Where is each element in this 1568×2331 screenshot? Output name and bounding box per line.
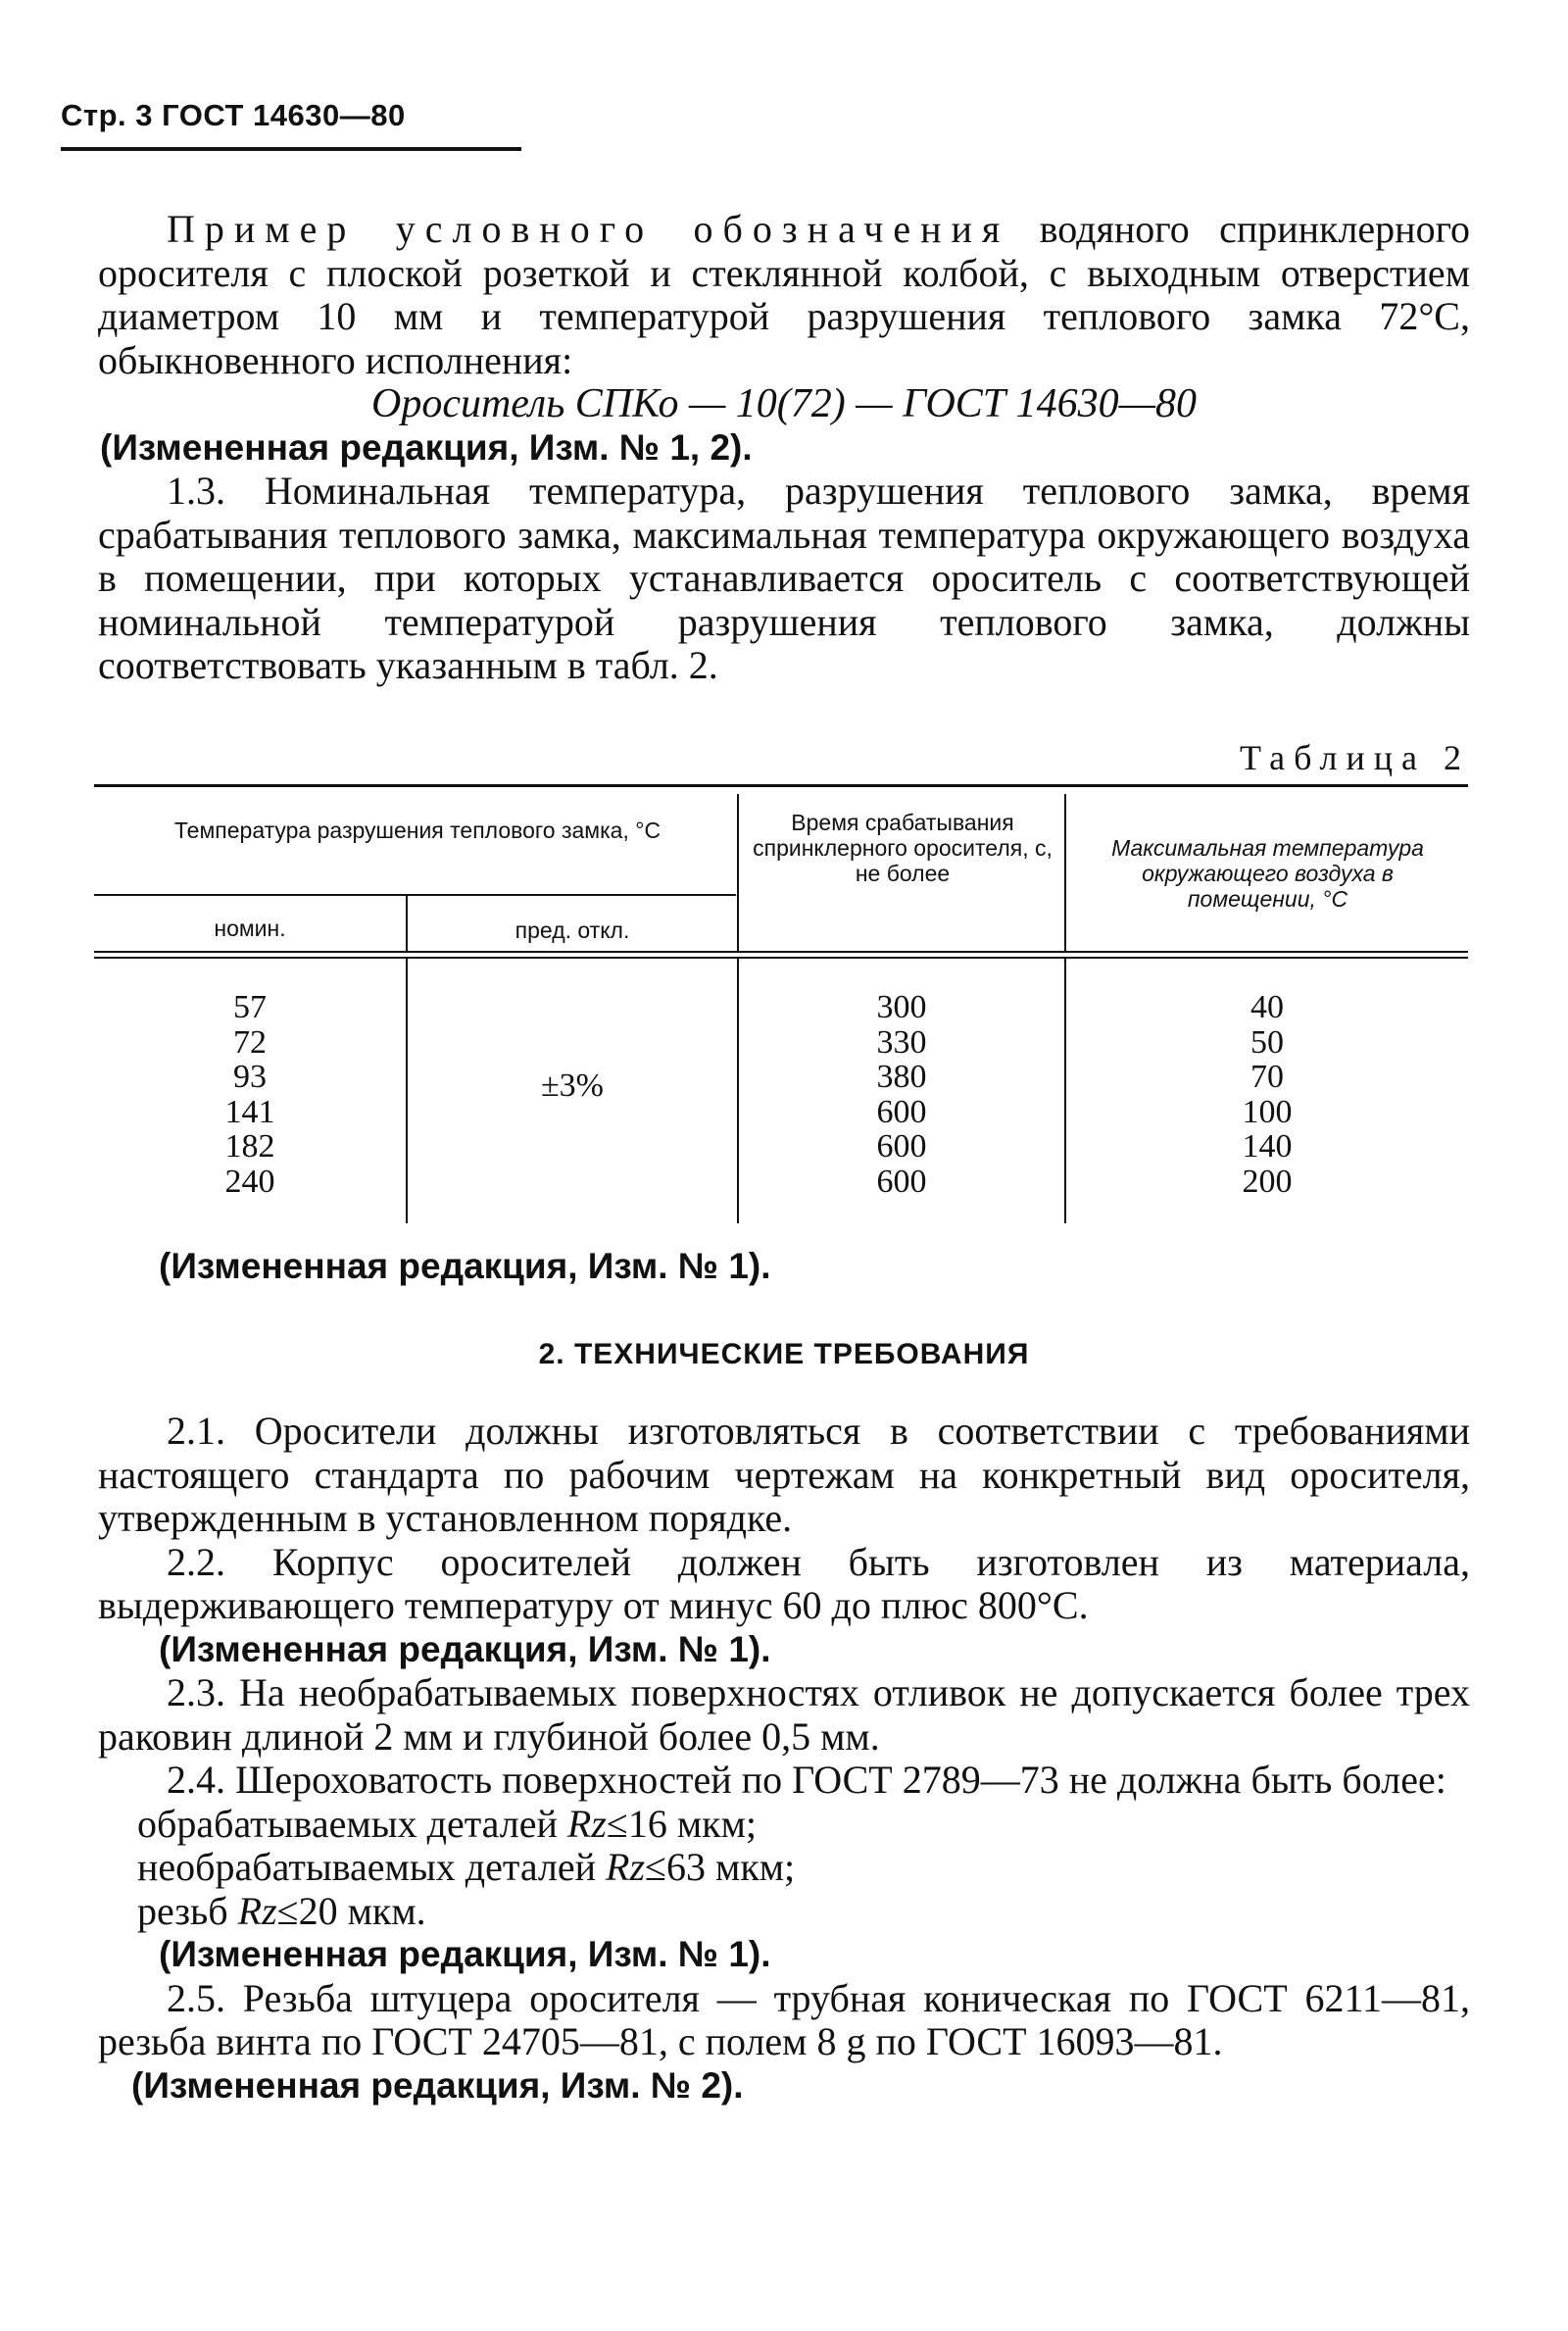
header-rule <box>61 147 521 151</box>
intro-rest: водяного спринклерного оросителя с плоской розеткой и стеклянной колбой, с выходным отверстием диаметром 10 мм и температурой разрушения теплового замка 72°С, обыкновенного исполнения: <box>98 207 1470 382</box>
amendment-note-intro: (Измененная редакция, Изм. № 1, 2). <box>100 426 753 468</box>
table-amend-block <box>98 1245 1470 1289</box>
cell-max-temp: 70 <box>1250 1059 1284 1095</box>
cell-max-temp: 200 <box>1242 1163 1293 1200</box>
cell-time: 600 <box>876 1163 927 1200</box>
amendment-note-2-4: (Измененная редакция, Изм. № 1). <box>159 1934 771 1974</box>
header-divider-time <box>737 794 739 951</box>
clause-1-3: 1.3. Номинальная температура, разрушения теплового замка, время срабатывания теплового замка, максимальная температура окружающего воздуха в помещении, при которых устанавливается ороситель с соответствующей номинальной температурой разрушения теплового замка, должны соответствовать указанным в табл. 2. <box>98 469 1470 687</box>
clause-2-1: 2.1. Оросители должны изготовляться в соответствии с требованиями настоящего стандарта по рабочим чертежам на конкретный вид оросителя, утвержденным в установленном порядке. <box>98 1409 1470 1540</box>
time-column <box>739 990 1064 1199</box>
cell-time: 600 <box>876 1128 927 1165</box>
section-title: 2. ТЕХНИЧЕСКИЕ ТРЕБОВАНИЯ <box>538 1338 1030 1370</box>
cell-max-temp: 40 <box>1250 989 1284 1025</box>
cell-max-temp: 100 <box>1242 1093 1293 1130</box>
cell-time: 300 <box>876 989 927 1025</box>
clause-2-3: 2.3. На необрабатываемых поверхностях отливок не допускается более трех раковин длиной 2 мм и глубиной более 0,5 мм. <box>98 1670 1470 1759</box>
header-nominal: номин. <box>214 916 286 941</box>
max-temp-column <box>1066 990 1468 1199</box>
nominal-column <box>94 990 406 1199</box>
table-2 <box>94 784 1468 1225</box>
header-divider-maxtemp <box>1064 794 1066 951</box>
cell-tolerance: ±3% <box>541 1067 604 1104</box>
header-response-time: Время срабатывания спринклерного оросителя, с, не более <box>753 810 1053 886</box>
cell-time: 600 <box>876 1093 927 1130</box>
clause-2-2: 2.2. Корпус оросителей должен быть изготовлен из материала, выдерживающего температуру от минус 60 до плюс 800°С. <box>98 1539 1470 1627</box>
header-bottom-rule-1 <box>94 951 1468 953</box>
cell-nominal: 72 <box>233 1023 267 1061</box>
cell-nominal: 182 <box>224 1128 275 1165</box>
table-top-rule <box>94 784 1468 787</box>
roughness-item: обрабатываемых деталей Rz≤16 мкм; <box>137 1801 758 1846</box>
header-tolerance: пред. откл. <box>514 918 630 943</box>
page-header: Стр. 3 ГОСТ 14630—80 <box>61 98 406 132</box>
table-caption: Таблица 2 <box>1240 738 1470 777</box>
amendment-note-table: (Измененная редакция, Изм. № 1). <box>159 1246 771 1286</box>
cell-time: 380 <box>876 1059 927 1095</box>
cell-nominal: 240 <box>224 1163 275 1200</box>
intro-block <box>98 208 1470 688</box>
header-max-ambient: Максимальная температура окружающего воздуха в помещении, °С <box>1111 835 1424 912</box>
designation-formula: Ороситель СПКо — 10(72) — ГОСТ 14630—80 <box>370 381 1197 426</box>
intro-lead: Пример условного обозначения <box>167 207 1010 251</box>
roughness-item: резьб Rz≤20 мкм. <box>137 1888 426 1933</box>
header-split-rule <box>94 894 736 896</box>
amendment-note-2-2: (Измененная редакция, Изм. № 1). <box>159 1628 771 1669</box>
cell-nominal: 57 <box>233 989 267 1025</box>
cell-max-temp: 140 <box>1242 1128 1293 1165</box>
clause-2-5: 2.5. Резьба штуцера оросителя — трубная коническая по ГОСТ 6211—81, резьба винта по ГОСТ 24705—81, с полем 8 g по ГОСТ 16093—81. <box>98 1975 1470 2063</box>
cell-nominal: 141 <box>224 1093 275 1130</box>
header-group-temperature: Температура разрушения теплового замка, °С <box>173 818 662 843</box>
section-2-body <box>98 1410 1470 2108</box>
header-bottom-rule-2 <box>94 957 1468 959</box>
clause-2-4: 2.4. Шероховатость поверхностей по ГОСТ 2789—73 не должна быть более: <box>167 1758 1446 1802</box>
cell-time: 330 <box>876 1023 927 1061</box>
cell-max-temp: 50 <box>1250 1023 1284 1061</box>
roughness-item: необрабатываемых деталей Rz≤63 мкм; <box>137 1845 796 1889</box>
intro-paragraph <box>98 208 1470 382</box>
cell-nominal: 93 <box>233 1059 267 1095</box>
amendment-note-2-5: (Измененная редакция, Изм. № 2). <box>131 2064 744 2106</box>
